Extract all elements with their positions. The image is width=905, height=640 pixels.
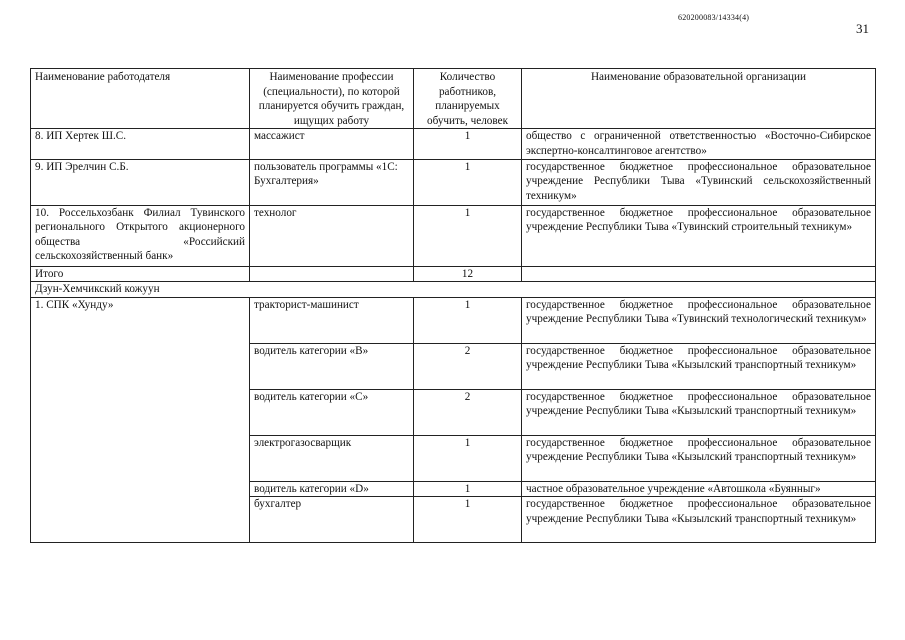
training-plan-table [30,68,876,543]
empty-cell [522,266,876,282]
count-cell: 1 [414,435,522,481]
count-cell: 1 [414,159,522,205]
count-cell: 2 [414,389,522,435]
profession-cell: тракторист-машинист [250,297,414,343]
empty-cell [250,266,414,282]
organization-cell: государственное бюджетное профессиональное образовательное учреждение Республики Тыва «Тувинский строительный техникум» [522,205,876,266]
employer-cell: 8. ИП Хертек Ш.С. [31,129,250,159]
section-row [31,282,876,298]
header-profession: Наименование профессии (специальности), по которой планируется обучить граждан, ищущих работу [250,69,414,129]
organization-cell: государственное бюджетное профессиональное образовательное учреждение Республики Тыва «Кызылский транспортный техникум» [522,497,876,543]
profession-cell: водитель категории «В» [250,343,414,389]
profession-cell: водитель категории «D» [250,481,414,497]
table-row [31,159,876,205]
total-label: Итого [31,266,250,282]
document-code: 620200083/14334(4) [678,13,750,22]
table-header-row [31,69,876,129]
organization-cell: государственное бюджетное профессиональное образовательное учреждение Республики Тыва «Кызылский транспортный техникум» [522,435,876,481]
total-count: 12 [414,266,522,282]
profession-cell: пользователь программы «1С: Бухгалтерия» [250,159,414,205]
profession-cell: бухгалтер [250,497,414,543]
organization-cell: государственное бюджетное профессиональное образовательное учреждение Республики Тыва «Кызылский транспортный техникум» [522,343,876,389]
organization-cell: государственное бюджетное профессиональное образовательное учреждение Республики Тыва «Тувинский сельскохозяйственный техникум» [522,159,876,205]
table-row [31,297,876,343]
table-row [31,129,876,159]
profession-cell: технолог [250,205,414,266]
organization-cell: частное образовательное учреждение «Автошкола «Буянныг» [522,481,876,497]
count-cell: 1 [414,129,522,159]
section-title: Дзун-Хемчикский кожуун [31,282,876,298]
count-cell: 2 [414,343,522,389]
page-number: 31 [856,21,869,36]
organization-cell: государственное бюджетное профессиональное образовательное учреждение Республики Тыва «Тувинский технологический техникум» [522,297,876,343]
organization-cell: государственное бюджетное профессиональное образовательное учреждение Республики Тыва «Кызылский транспортный техникум» [522,389,876,435]
count-cell: 1 [414,481,522,497]
header-count: Количество работников, планируемых обучить, человек [414,69,522,129]
organization-cell: общество с ограниченной ответственностью «Восточно-Сибирское экспертно-консалтинговое агентство» [522,129,876,159]
profession-cell: массажист [250,129,414,159]
table-row [31,205,876,266]
employer-cell: 9. ИП Эрелчин С.Б. [31,159,250,205]
employer-cell: 10. Россельхозбанк Филиал Тувинского регионального Открытого акционерного общества «Российский сельскохозяйственный банк» [31,205,250,266]
header-employer: Наименование работодателя [31,69,250,129]
profession-cell: водитель категории «С» [250,389,414,435]
count-cell: 1 [414,497,522,543]
employer-cell: 1. СПК «Хунду» [31,297,250,543]
count-cell: 1 [414,297,522,343]
count-cell: 1 [414,205,522,266]
profession-cell: электрогазосварщик [250,435,414,481]
total-row [31,266,876,282]
header-organization: Наименование образовательной организации [522,69,876,129]
